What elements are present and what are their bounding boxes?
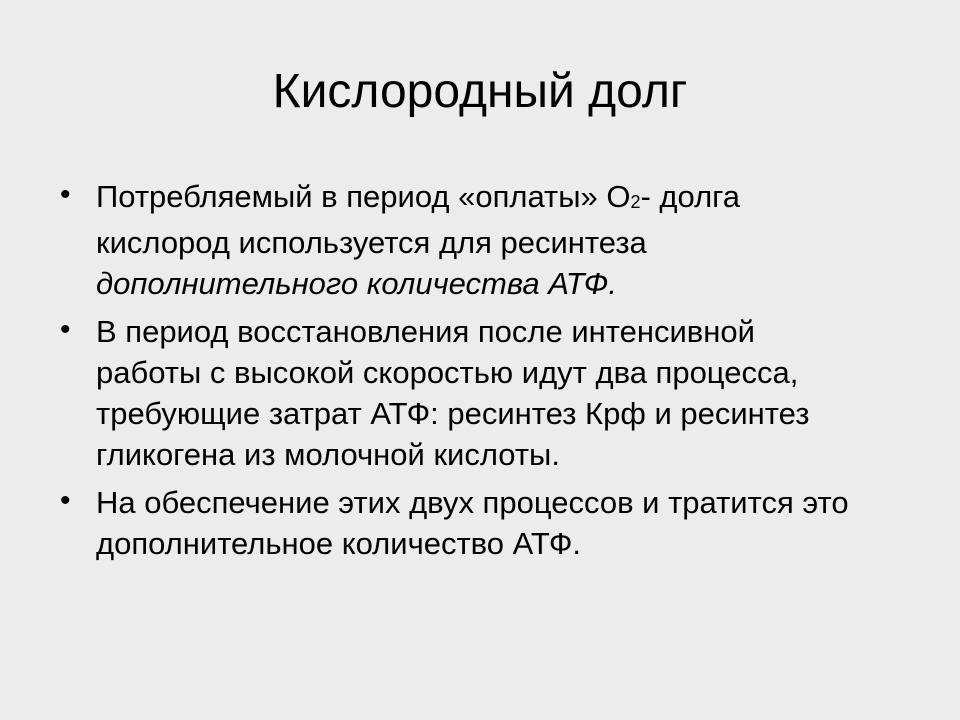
bullet-1-text-cont: - долга кислород используется для ресинтеза bbox=[96, 179, 741, 260]
bullet-item-2 bbox=[58, 311, 858, 475]
bullet-2-text: В период восстановления после интенсивной работы с высокой скоростью идут два процесса, требующие затрат АТФ: ресинтез Крф и ресинтез гликогена из молочной кислоты. bbox=[96, 314, 810, 472]
bullet-list bbox=[58, 176, 858, 571]
bullet-1-subscript: 2 bbox=[630, 192, 641, 212]
bullet-marker: • bbox=[60, 484, 71, 517]
bullet-1-italic: дополнительного количества АТФ. bbox=[96, 266, 617, 301]
bullet-1-text: Потребляемый в период «оплаты» О bbox=[96, 179, 631, 214]
bullet-item-1 bbox=[58, 176, 858, 304]
bullet-marker: • bbox=[60, 178, 71, 211]
bullet-item-3 bbox=[58, 482, 858, 564]
bullet-marker: • bbox=[60, 313, 71, 346]
bullet-3-text: На обеспечение этих двух процессов и тратится это дополнительное количество АТФ. bbox=[96, 485, 849, 561]
slide-title: Кислородный долг bbox=[272, 65, 688, 118]
